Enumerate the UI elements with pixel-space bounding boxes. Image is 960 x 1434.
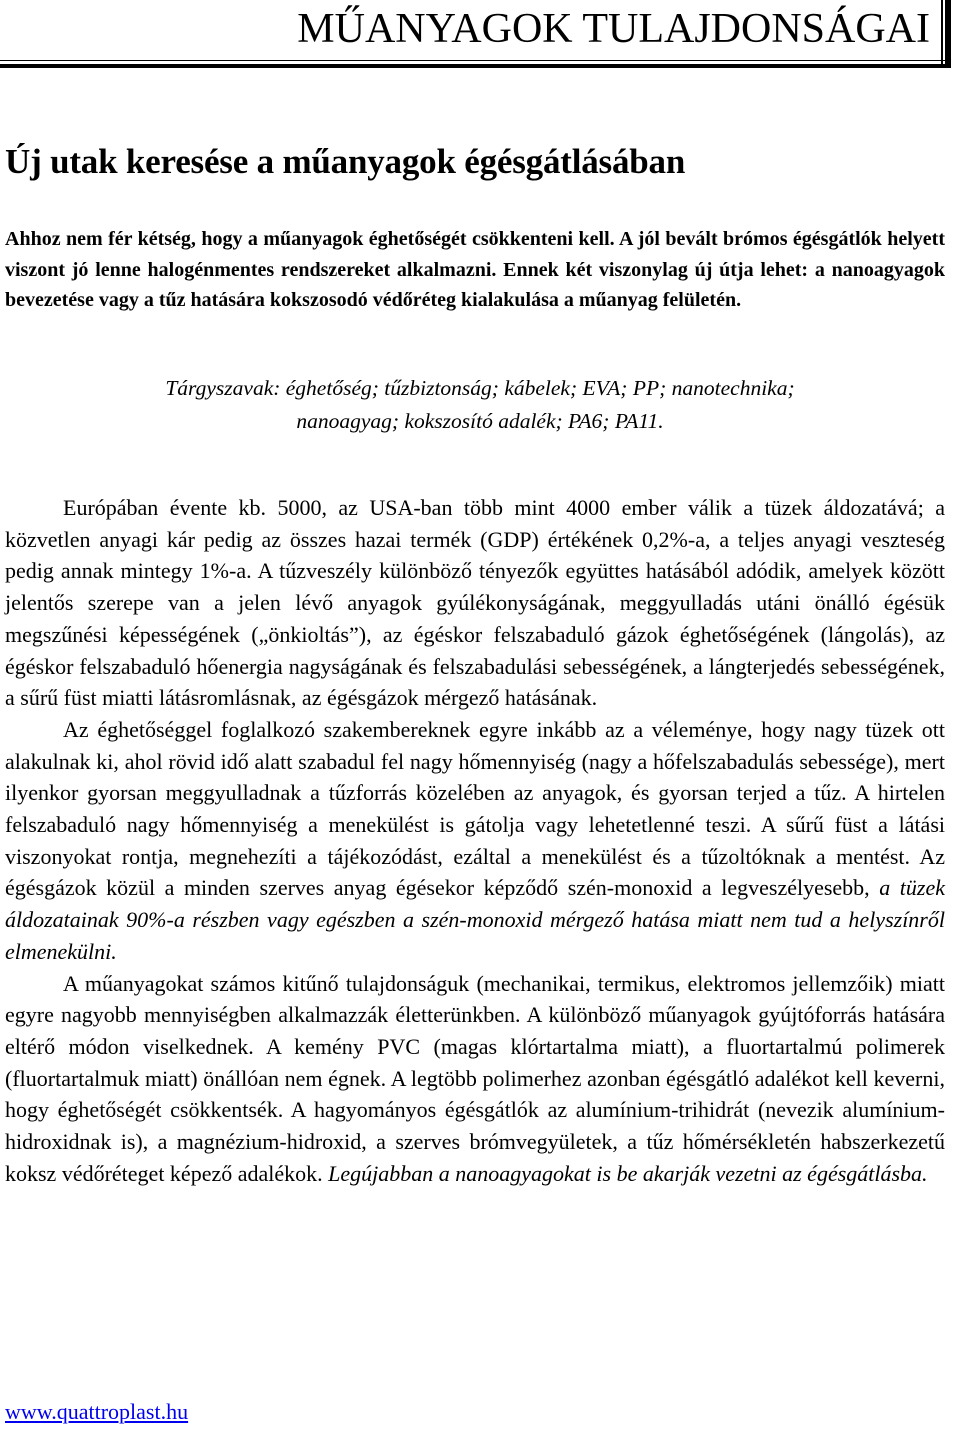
header-vertical-bar-thick xyxy=(945,0,951,68)
paragraph-3-emphasis: Legújabban a nanoagyagokat is be akarják vezetni az égésgátlásba. xyxy=(328,1160,928,1186)
article-abstract: Ahhoz nem fér kétség, hogy a műanyagok éghetőségét csökkenteni kell. A jól bevált brómos égésgátlók helyett viszont jó lenne halogénmentes rendszereket alkalmazni. Ennek két viszonylag új útja lehet: a nanoagyagok bevezetése vagy a tűz hatására kokszosodó védőréteg kialakulása a műanyag felületén. xyxy=(5,228,945,311)
header-rule-thin xyxy=(0,60,946,61)
page-header xyxy=(0,0,960,70)
section-title: MŰANYAGOK TULAJDONSÁGAI xyxy=(297,6,930,52)
body-paragraph-3 xyxy=(5,968,945,1190)
header-rule-thick xyxy=(0,64,946,68)
paragraph-2-emphasis: a tüzek áldozatainak 90%-a részben vagy egészben a szén-monoxid mérgező hatása miatt nem tud a helyszínről elmenekülni. xyxy=(5,875,946,964)
paragraph-3-text: A műanyagokat számos kitűnő tulajdonságuk (mechanikai, termikus, elektromos jellemzőik) miatt egyre nagyobb mennyiségben alkalmazzák életterünkben. A különböző műanyagok gyújtóforrás hatására eltérő módon viselkednek. A kemény PVC (magas klórtartalma miatt), a fluortartalmú polimerek (fluortartalmuk miatt) önállóan nem égnek. A legtöbb polimerhez azonban égésgátló adalékot kell keverni, hogy éghetőségét csökkentsék. A hagyományos égésgátlók az alumínium-trihidrát (nevezik alumínium-hidroxidnak is), a magnézium-hidroxid, a szerves brómvegyületek, a tűz hőmérsékletén habszerkezetű koksz védőréteget képező adalékok. xyxy=(5,970,945,1186)
keywords-line-1: Tárgyszavak: éghetőség; tűzbiztonság; kábelek; EVA; PP; nanotechnika; xyxy=(165,376,795,400)
paragraph-1-text: Európában évente kb. 5000, az USA-ban több mint 4000 ember válik a tüzek áldozatává; a közvetlen anyagi kár pedig az összes hazai termék (GDP) értékének 0,2%-a, a teljes anyagi veszteség pedig annak mintegy 1%-a. A tűzveszély különböző tényezők együttes hatásából adódik, amelyek között jelentős szerepe van a jelen lévő anyagok gyúlékonyságának, meggyulladás utáni önálló égésük megszűnési képességének („önkioltás”), az égéskor felszabaduló gázok éghetőségének (lángolás), az égéskor felszabaduló hőenergia nagyságának és felszabadulási sebességének, a lángterjedés sebességének, a sűrű füst miatti látásromlásnak, az égésgázok mérgező hatásának. xyxy=(5,495,945,711)
header-vertical-bar-thin xyxy=(941,0,943,68)
website-link[interactable]: www.quattroplast.hu xyxy=(5,1399,189,1424)
paragraph-2-text: Az éghetőséggel foglalkozó szakembereknek egyre inkább az a véleménye, hogy nagy tüzek ott alakulnak ki, ahol rövid idő alatt szabadul fel nagy hőmennyiség (nagy a hőfelszabadulás sebessége), mert ilyenkor gyorsan meggyulladnak a tűzforrás közelében az anyagok, és gyorsan terjed a tűz. A hirtelen felszabaduló nagy hőmennyiség a menekülést is gátolja vagy lehetetlenné teszi. A sűrű füst a látási viszonyokat rontja, megnehezíti a tájékozódást, ezáltal a menekülést és a tűzoltóknak a mentést. Az égésgázok közül a minden szerves anyag égésekor képződő szén-monoxid a legveszélyesebb, xyxy=(5,716,945,901)
body-paragraph-1 xyxy=(5,492,945,714)
body-paragraph-2 xyxy=(5,714,945,968)
article-title: Új utak keresése a műanyagok égésgátlásában xyxy=(5,142,686,181)
article-body xyxy=(5,492,945,1189)
keywords-line-2: nanoagyag; kokszosító adalék; PA6; PA11. xyxy=(296,409,664,433)
keywords xyxy=(0,372,960,438)
